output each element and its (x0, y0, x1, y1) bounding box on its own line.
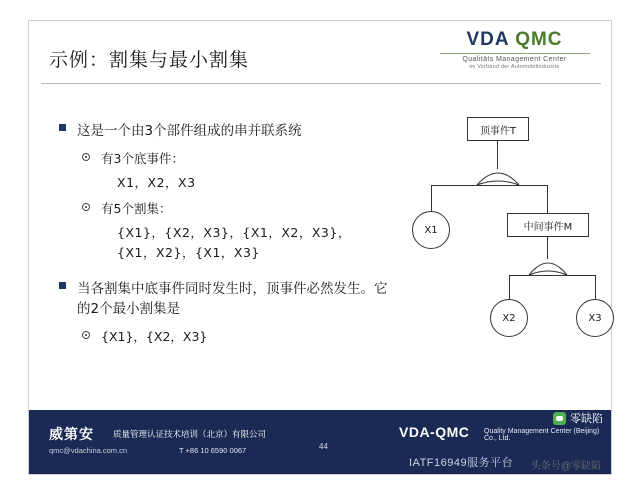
node-x3-label: X3 (588, 312, 602, 324)
connector-gate2-right (595, 275, 596, 301)
logo-vda-text: VDA (466, 29, 509, 50)
page-number: 44 (319, 442, 328, 451)
footer-company-name: 威第安 (49, 427, 94, 443)
bullet-list (59, 119, 399, 351)
node-top-event-label: 顶事件T (479, 125, 517, 137)
watermark-bottom: 头条号@零缺陷 (530, 461, 601, 472)
title-divider (41, 83, 601, 84)
connector-gate1-right (547, 185, 548, 213)
bullet-level1-minimal-cutsets: 当各割集中底事件同时发生时，顶事件必然发生。它的2个最小割集是 (59, 277, 399, 317)
footer-company-subtitle: 质量管理认证技术培训（北京）有限公司 (113, 430, 267, 440)
connector-middle-to-gate2 (547, 237, 548, 259)
logo-subtitle-2: im Verband der Automobilindustrie (469, 64, 560, 70)
title-bar (29, 21, 611, 86)
footer-telephone: T +86 10 6590 0067 (179, 446, 247, 455)
bullet-level2-minimal-cutsets: {X1}，{X2，X3} (81, 327, 399, 345)
node-top-event (467, 117, 529, 141)
logo-subtitle-1: Qualitäts Management Center (462, 56, 567, 63)
slide-content (29, 87, 611, 407)
footer-divider (29, 408, 611, 410)
connector-gate1-bar (431, 185, 547, 186)
bullet-level1-system: 这是一个由3个部件组成的串并联系统 (59, 119, 399, 139)
text-cutsets-line2: {X1，X2}，{X1，X3} (117, 245, 260, 260)
logo-wordmark (432, 29, 597, 51)
text-basic-events: X1，X2，X3 (117, 175, 196, 190)
node-middle-event (507, 213, 589, 237)
connector-gate2-left (509, 275, 510, 301)
logo-qmc-text: QMC (515, 29, 563, 50)
footer-bar (29, 408, 611, 474)
slide-body (28, 20, 612, 475)
bullet-level2-basic-events: 有3个底事件： (81, 149, 399, 167)
node-x2-label: X2 (502, 312, 516, 324)
footer-brand-subtitle: Quality Management Center (Beijing) Co., Ltd. (484, 428, 600, 442)
watermark-right (553, 410, 603, 426)
node-middle-event-label: 中间事件M (523, 221, 573, 233)
or-gate-1 (475, 167, 521, 187)
watermark-right-label: 零缺陷 (570, 413, 603, 425)
wechat-icon (553, 412, 566, 425)
node-x1-label: X1 (424, 224, 438, 236)
connector-gate1-left (431, 185, 432, 213)
bullet-level2-cutsets: 有5个割集： (81, 199, 399, 217)
footer-iatf-platform: IATF16949服务平台 (409, 457, 514, 469)
footer-email[interactable]: qmc@vdachina.com.cn (49, 446, 128, 455)
logo-divider (440, 53, 590, 54)
connector-top-to-gate1 (497, 141, 498, 169)
node-x1 (412, 211, 450, 249)
footer-brand: VDA-QMC (399, 424, 470, 440)
connector-gate2-bar (509, 275, 595, 276)
and-gate-2 (527, 257, 569, 277)
fault-tree-diagram (417, 117, 607, 387)
page-title: 示例：割集与最小割集 (49, 49, 250, 71)
node-x2 (490, 299, 528, 337)
vda-qmc-logo (432, 29, 597, 70)
spacer (59, 269, 399, 277)
node-x3 (576, 299, 614, 337)
text-cutsets-line1: {X1}，{X2，X3}，{X1，X2，X3}， (117, 225, 351, 240)
